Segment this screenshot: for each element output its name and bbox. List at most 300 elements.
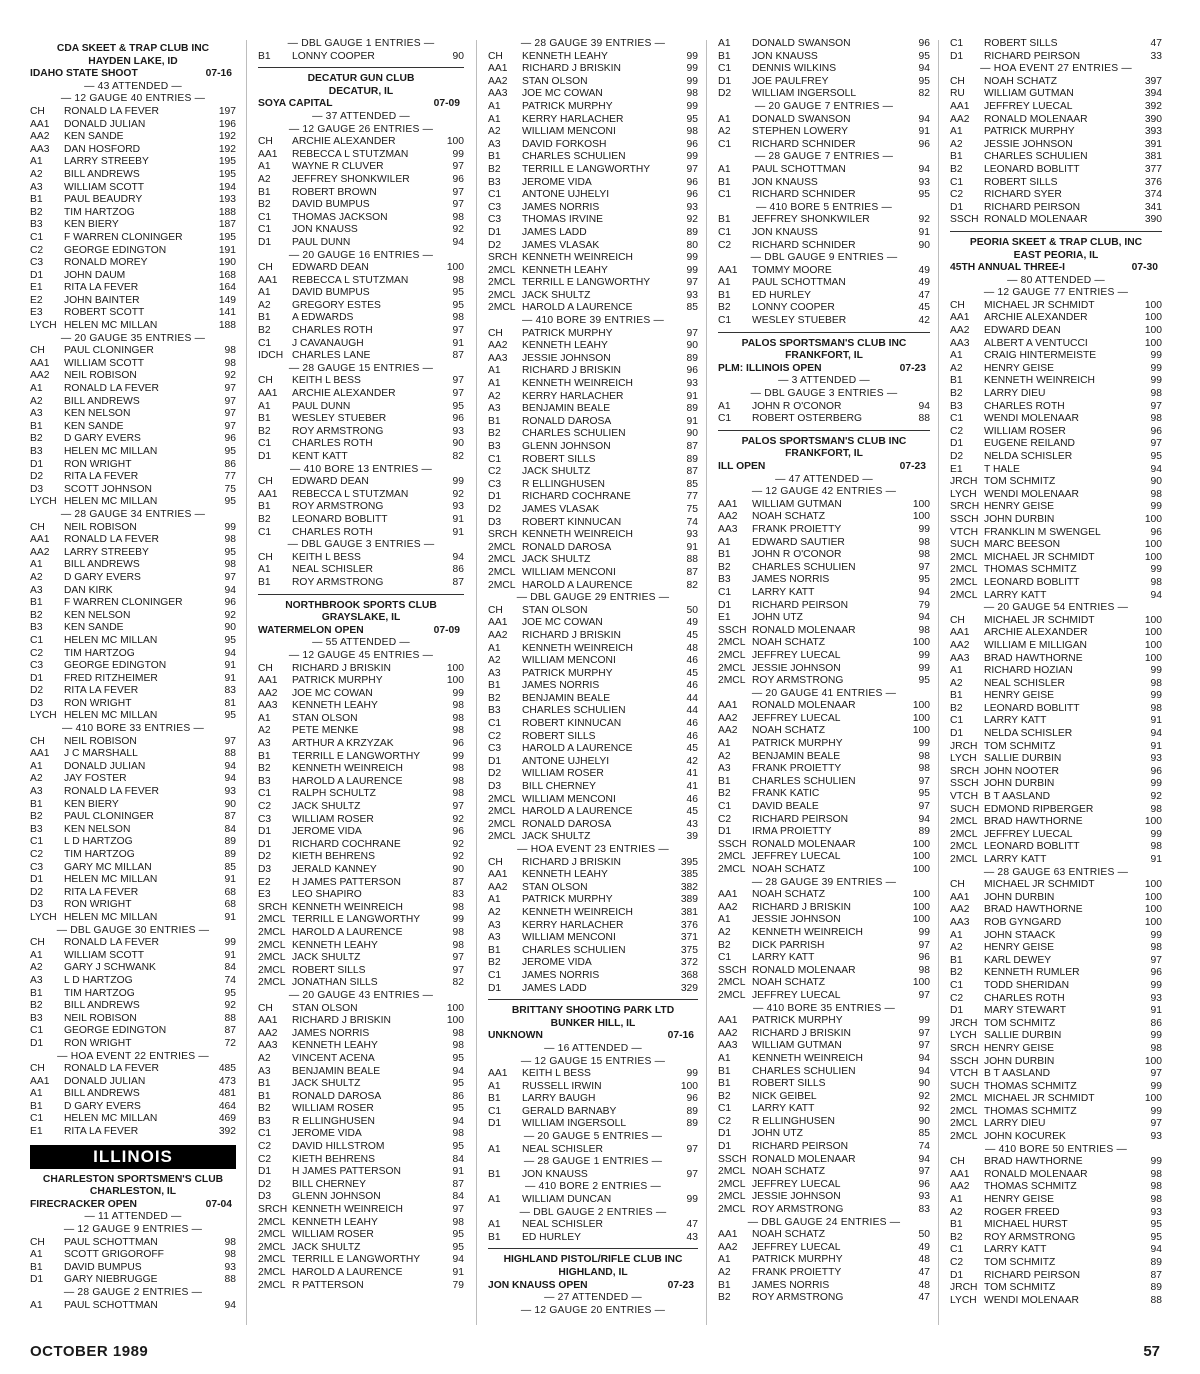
shooter-name: JEFFREY LUECAL xyxy=(752,649,841,661)
class-code: AA2 xyxy=(488,881,508,893)
shooter-name: TIM HARTZOG xyxy=(64,647,135,659)
class-code: 2MCL xyxy=(258,1229,286,1241)
class-code: IDCH xyxy=(258,350,284,362)
score: 46 xyxy=(686,655,698,667)
score: 92 xyxy=(224,609,236,621)
score: 90 xyxy=(224,798,236,810)
result-row xyxy=(258,426,464,439)
score: 89 xyxy=(686,403,698,415)
score: 97 xyxy=(686,163,698,175)
class-code: A1 xyxy=(30,1088,43,1100)
result-row xyxy=(950,690,1162,703)
shooter-name: JON KNAUSS xyxy=(752,226,818,238)
shooter-name: JESSIE JOHNSON xyxy=(984,138,1073,150)
shooter-name: KEITH L BESS xyxy=(292,375,361,387)
score: 92 xyxy=(918,1103,930,1115)
class-code: A3 xyxy=(30,786,43,798)
shooter-name: STAN OLSON xyxy=(522,75,588,87)
result-row xyxy=(258,725,464,738)
class-code: LYCH xyxy=(30,911,57,923)
score: 99 xyxy=(686,63,698,75)
score: 45 xyxy=(686,743,698,755)
shooter-name: KENT KATT xyxy=(292,451,348,462)
result-row xyxy=(30,270,236,283)
score: 95 xyxy=(1150,451,1162,462)
score: 89 xyxy=(918,826,930,838)
score: 98 xyxy=(452,725,464,737)
score: 45 xyxy=(686,667,698,679)
result-row xyxy=(30,433,236,446)
result-row xyxy=(950,164,1162,177)
class-code: AA2 xyxy=(718,1241,738,1253)
class-code: D1 xyxy=(488,226,502,238)
score: 88 xyxy=(1150,1294,1162,1306)
class-code: CH xyxy=(258,1002,273,1014)
score: 99 xyxy=(686,252,698,264)
result-row xyxy=(950,703,1162,716)
result-row xyxy=(950,514,1162,527)
shooter-name: RONALD LA FEVER xyxy=(64,105,159,117)
shooter-name: RICHARD PEIRSON xyxy=(984,50,1081,62)
result-row xyxy=(950,338,1162,351)
score: 464 xyxy=(218,1100,236,1112)
class-code: D1 xyxy=(488,755,502,767)
shooter-name: NICK GEIBEL xyxy=(752,1090,817,1102)
score: 341 xyxy=(1144,201,1162,213)
class-code: 2MCL xyxy=(950,1105,978,1117)
shooter-name: JAMES NORRIS xyxy=(522,201,600,213)
score: 89 xyxy=(686,1105,698,1117)
shooter-name: RONALD MOREY xyxy=(64,257,148,269)
shooter-name: LEONARD BOBLITT xyxy=(292,513,388,525)
shooter-name: NEIL ROBISON xyxy=(64,521,137,533)
result-row xyxy=(488,202,698,215)
score: 94 xyxy=(918,586,930,598)
class-code: E2 xyxy=(30,294,43,306)
result-row xyxy=(950,640,1162,653)
score: 90 xyxy=(918,239,930,251)
result-row xyxy=(258,877,464,890)
class-code: D3 xyxy=(258,864,272,875)
class-code: D2 xyxy=(30,471,44,483)
shooter-name: DONALD JULIAN xyxy=(64,118,146,130)
score: 96 xyxy=(686,138,698,150)
result-row xyxy=(950,527,1162,540)
class-code: 2MCL xyxy=(488,831,516,843)
shooter-name: ROY ARMSTRONG xyxy=(752,1292,844,1304)
result-row xyxy=(258,688,464,701)
division-header: — 28 GAUGE 7 ENTRIES — xyxy=(754,151,894,163)
result-row xyxy=(30,1088,236,1101)
section-separator xyxy=(258,594,464,595)
class-code: E1 xyxy=(30,282,43,294)
result-row xyxy=(718,1292,930,1305)
shooter-name: RICHARD PEIRSON xyxy=(752,813,849,825)
result-row xyxy=(30,975,236,988)
score: 98 xyxy=(1150,1181,1162,1193)
score: 97 xyxy=(224,408,236,420)
score: 100 xyxy=(912,914,930,926)
score: 87 xyxy=(224,811,236,823)
score: 385 xyxy=(680,869,698,881)
result-row xyxy=(30,1038,236,1051)
score: 377 xyxy=(1144,163,1162,175)
shooter-name: JON KNAUSS xyxy=(752,176,818,188)
score: 87 xyxy=(224,1025,236,1037)
score: 93 xyxy=(686,378,698,390)
score: 98 xyxy=(1150,942,1162,954)
club-name: DECATUR GUN CLUB xyxy=(307,73,415,85)
shooter-name: PAUL SCHOTTMAN xyxy=(752,163,846,175)
result-row xyxy=(488,869,698,882)
score: 97 xyxy=(918,561,930,573)
result-row xyxy=(30,345,236,358)
shooter-name: PATRICK MURPHY xyxy=(752,1254,843,1266)
class-code: AA1 xyxy=(950,312,970,324)
shooter-name: HELEN MC MILLAN xyxy=(64,320,158,332)
shooter-name: BILL ANDREWS xyxy=(64,168,140,180)
class-code: C1 xyxy=(718,952,732,964)
shooter-name: JESSIE JOHNSON xyxy=(752,1191,841,1203)
shooter-name: LARRY KATT xyxy=(752,1103,815,1115)
score: 382 xyxy=(680,881,698,893)
score: 84 xyxy=(452,1191,464,1203)
class-code: D1 xyxy=(950,1005,964,1017)
score: 46 xyxy=(686,730,698,742)
division-header: — 28 GAUGE 34 ENTRIES — xyxy=(60,508,206,520)
shooter-name: JON KNAUSS xyxy=(292,224,358,236)
shooter-name: ROY ARMSTRONG xyxy=(752,675,844,687)
result-row xyxy=(718,189,930,202)
shooter-name: JOHN DURBIN xyxy=(984,1055,1055,1067)
result-row xyxy=(718,139,930,152)
class-code: A1 xyxy=(30,559,43,571)
shooter-name: PATRICK MURPHY xyxy=(522,667,613,679)
shooter-name: KENNETH WEINREICH xyxy=(522,906,633,918)
result-row xyxy=(718,1229,930,1242)
result-row xyxy=(950,1244,1162,1257)
result-row xyxy=(488,177,698,190)
result-row xyxy=(488,567,698,580)
class-code: A3 xyxy=(30,408,43,420)
division-header: — DBL GAUGE 3 ENTRIES — xyxy=(287,539,435,551)
score: 99 xyxy=(918,662,930,674)
result-row xyxy=(718,302,930,315)
shooter-name: JAMES LADD xyxy=(522,982,587,994)
class-code: D1 xyxy=(950,438,964,450)
class-code: B3 xyxy=(488,705,501,717)
score: 99 xyxy=(686,264,698,276)
class-code: A1 xyxy=(488,113,501,125)
result-row xyxy=(488,831,698,844)
score: 96 xyxy=(918,1178,930,1190)
class-code: SSCH xyxy=(950,513,979,525)
shooter-name: TOM SCHMITZ xyxy=(984,1257,1056,1268)
result-row xyxy=(718,839,930,852)
shooter-name: WILLIAM GUTMAN xyxy=(752,498,842,510)
result-row xyxy=(30,585,236,598)
score: 91 xyxy=(224,672,236,684)
score: 100 xyxy=(1144,299,1162,311)
score: 99 xyxy=(918,1015,930,1027)
division-header: — 37 ATTENDED — xyxy=(312,110,410,122)
class-code: C2 xyxy=(30,849,44,860)
result-row xyxy=(950,375,1162,388)
score: 91 xyxy=(918,126,930,138)
score: 95 xyxy=(452,400,464,412)
division-header: — DBL GAUGE 29 ENTRIES — xyxy=(516,592,670,604)
class-code: B2 xyxy=(488,163,501,175)
shooter-name: R PATTERSON xyxy=(292,1279,364,1291)
class-code: 2MCL xyxy=(718,1204,746,1216)
shooter-name: JERALD KANNEY xyxy=(292,864,377,875)
score: 89 xyxy=(1150,1257,1162,1268)
club-name: BRITTANY SHOOTING PARK LTD xyxy=(511,1005,675,1017)
division-header: — 3 ATTENDED — xyxy=(778,375,870,387)
result-row xyxy=(718,751,930,764)
result-row xyxy=(950,967,1162,980)
shooter-name: JOHN UTZ xyxy=(752,612,803,624)
score: 84 xyxy=(224,823,236,835)
score: 100 xyxy=(1144,337,1162,349)
result-row xyxy=(718,1128,930,1141)
shooter-name: RICHARD SCHNIDER xyxy=(752,138,856,150)
result-row xyxy=(258,1066,464,1079)
score: 82 xyxy=(918,88,930,100)
score: 45 xyxy=(686,629,698,641)
score: 85 xyxy=(224,861,236,873)
class-code: 2MCL xyxy=(258,1279,286,1291)
result-row xyxy=(718,1154,930,1167)
shooter-name: F WARREN CLONINGER xyxy=(64,231,183,243)
class-code: CH xyxy=(258,476,273,488)
shooter-name: SCOTT GRIGOROFF xyxy=(64,1249,164,1261)
score: 97 xyxy=(1150,1118,1162,1130)
result-row xyxy=(718,511,930,524)
class-code: AA1 xyxy=(718,264,738,276)
shooter-name: ARCHIE ALEXANDER xyxy=(292,388,396,400)
result-row xyxy=(30,307,236,320)
result-row xyxy=(488,580,698,593)
result-row xyxy=(258,564,464,577)
shooter-name: FRANKLIN M SWENGEL xyxy=(984,526,1101,538)
class-code: B2 xyxy=(258,199,271,211)
score: 98 xyxy=(1150,488,1162,500)
shooter-name: WILLIAM ROSER xyxy=(292,813,374,825)
score: 91 xyxy=(452,1267,464,1278)
score: 99 xyxy=(452,476,464,488)
event-line xyxy=(30,68,236,81)
score: 92 xyxy=(452,838,464,850)
class-code: 2MCL xyxy=(258,939,286,951)
result-row xyxy=(488,617,698,630)
result-row xyxy=(950,363,1162,376)
result-row xyxy=(718,1053,930,1066)
result-row xyxy=(488,945,698,958)
shooter-name: GLENN JOHNSON xyxy=(292,1191,381,1203)
result-row xyxy=(718,1267,930,1280)
shooter-name: WILLIAM DUNCAN xyxy=(522,1194,612,1206)
shooter-name: BILL ANDREWS xyxy=(64,559,140,571)
shooter-name: DONALD SWANSON xyxy=(752,113,851,125)
score: 89 xyxy=(686,453,698,465)
score: 99 xyxy=(686,75,698,87)
score: 100 xyxy=(1144,551,1162,563)
score: 98 xyxy=(1150,702,1162,714)
result-row xyxy=(258,1204,464,1217)
shooter-name: BILL ANDREWS xyxy=(64,395,140,407)
result-row xyxy=(258,1003,464,1016)
shooter-name: DONALD JULIAN xyxy=(64,1075,146,1087)
class-code: A2 xyxy=(950,942,963,954)
score: 98 xyxy=(1150,841,1162,853)
score: 98 xyxy=(224,534,236,546)
class-code: A3 xyxy=(30,181,43,193)
shooter-name: RICHARD J BRISKIN xyxy=(292,662,391,674)
score: 75 xyxy=(686,503,698,515)
result-row xyxy=(258,1128,464,1141)
score: 193 xyxy=(218,194,236,206)
result-row xyxy=(950,741,1162,754)
shooter-name: TOMMY MOORE xyxy=(752,264,832,276)
class-code: AA2 xyxy=(718,725,738,737)
result-row xyxy=(258,1053,464,1066)
result-row xyxy=(488,857,698,870)
result-row xyxy=(488,743,698,756)
score: 47 xyxy=(1150,38,1162,49)
result-row xyxy=(950,426,1162,439)
class-code: B1 xyxy=(258,413,271,425)
class-code: B1 xyxy=(718,176,731,188)
result-row xyxy=(718,214,930,227)
class-code: 2MCL xyxy=(258,1216,286,1228)
class-code: A2 xyxy=(488,906,501,918)
result-row xyxy=(718,763,930,776)
result-row xyxy=(488,554,698,567)
result-row xyxy=(30,421,236,434)
score: 48 xyxy=(686,642,698,654)
class-code: B2 xyxy=(950,388,963,400)
class-code: A1 xyxy=(488,642,501,654)
result-row xyxy=(258,814,464,827)
score: 99 xyxy=(1150,501,1162,513)
shooter-name: FRANK PROIETTY xyxy=(752,763,842,775)
result-row xyxy=(488,756,698,769)
score: 97 xyxy=(452,388,464,400)
class-code: SRCH xyxy=(950,765,980,777)
result-row xyxy=(718,965,930,978)
result-row xyxy=(718,1091,930,1104)
score: 96 xyxy=(686,365,698,377)
division-header: — 20 GAUGE 43 ENTRIES — xyxy=(288,989,434,1001)
division-header: — 410 BORE 13 ENTRIES — xyxy=(290,463,432,475)
shooter-name: NOAH SCHATZ xyxy=(984,75,1058,87)
score: 194 xyxy=(218,181,236,193)
result-row xyxy=(30,182,236,195)
shooter-name: CHARLES SCHULIEN xyxy=(522,151,626,163)
class-code: SUCH xyxy=(950,803,980,815)
class-code: 2MCL xyxy=(488,541,516,553)
result-row xyxy=(488,189,698,202)
shooter-name: SALLIE DURBIN xyxy=(984,1030,1062,1042)
shooter-name: LONNY COOPER xyxy=(292,50,375,62)
result-row xyxy=(258,952,464,965)
score: 98 xyxy=(918,750,930,762)
score: 95 xyxy=(452,1052,464,1064)
class-code: A2 xyxy=(950,1206,963,1218)
shooter-name: THOMAS SCHMITZ xyxy=(984,564,1077,576)
class-code: LYCH xyxy=(30,496,57,508)
score: 87 xyxy=(452,576,464,588)
result-row xyxy=(718,637,930,650)
result-row xyxy=(950,1131,1162,1144)
result-row xyxy=(718,600,930,613)
class-code: C1 xyxy=(258,337,272,349)
class-code: 2MCL xyxy=(258,914,286,926)
class-code: A1 xyxy=(30,156,43,168)
result-row xyxy=(258,826,464,839)
result-row xyxy=(30,799,236,812)
result-row xyxy=(488,76,698,89)
class-code: AA2 xyxy=(718,511,738,523)
class-code: B1 xyxy=(718,50,731,62)
result-row xyxy=(718,164,930,177)
result-row xyxy=(950,892,1162,905)
score: 77 xyxy=(686,491,698,503)
result-row xyxy=(950,1181,1162,1194)
class-code: A1 xyxy=(718,914,731,926)
shooter-name: LONNY COOPER xyxy=(752,302,835,314)
result-row xyxy=(950,1118,1162,1131)
class-code: CH xyxy=(488,50,503,62)
shooter-name: REBECCA L STUTZMAN xyxy=(292,148,409,160)
shooter-name: JACK SHULTZ xyxy=(292,1078,361,1090)
result-row xyxy=(488,693,698,706)
result-row xyxy=(258,224,464,237)
score: 83 xyxy=(452,889,464,901)
shooter-name: RONALD MOLENAAR xyxy=(752,964,856,976)
result-row xyxy=(950,88,1162,101)
result-row xyxy=(718,1242,930,1255)
result-row xyxy=(258,451,464,464)
result-row xyxy=(488,794,698,807)
class-code: C1 xyxy=(258,526,272,538)
result-row xyxy=(950,1005,1162,1018)
shooter-name: ROY ARMSTRONG xyxy=(752,1204,844,1216)
score: 93 xyxy=(1150,1131,1162,1143)
class-code: C1 xyxy=(488,1105,502,1117)
score: 195 xyxy=(218,168,236,180)
score: 68 xyxy=(224,899,236,911)
club-name: PALOS SPORTSMAN'S CLUB INC xyxy=(741,337,907,349)
score: 83 xyxy=(918,1204,930,1216)
class-code: SRCH xyxy=(950,1042,980,1054)
class-code: C1 xyxy=(950,715,964,727)
class-code: B2 xyxy=(950,1231,963,1243)
result-row xyxy=(950,501,1162,514)
score: 100 xyxy=(912,901,930,913)
score: 97 xyxy=(224,420,236,432)
score: 98 xyxy=(452,712,464,724)
score: 97 xyxy=(918,1027,930,1039)
shooter-name: JEFFREY LUECAL xyxy=(752,851,841,863)
result-row xyxy=(488,643,698,656)
score: 94 xyxy=(1150,463,1162,475)
score: 394 xyxy=(1144,88,1162,100)
result-row xyxy=(488,920,698,933)
score: 97 xyxy=(452,199,464,211)
shooter-name: BENJAMIN BEALE xyxy=(292,1065,381,1077)
